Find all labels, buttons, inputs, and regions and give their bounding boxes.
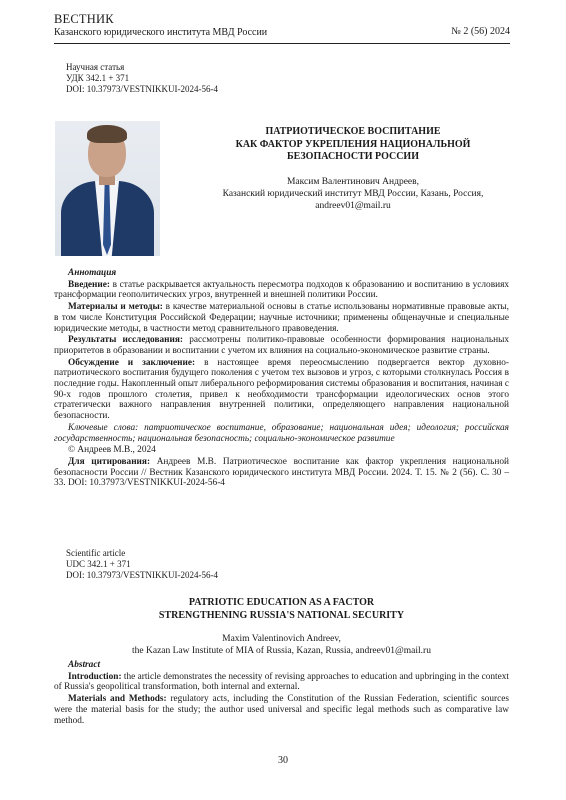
abstract-intro: Введение: в статье раскрывается актуальность пересмотра подходов к образованию и воспитанию в условиях трансформации геополитических угроз, внутренней и внешней политики России.	[54, 279, 509, 301]
page-number: 30	[278, 755, 288, 766]
article-type: Scientific article	[66, 548, 126, 558]
author-block-ru	[200, 176, 506, 212]
udc: УДК 342.1 + 371	[66, 73, 130, 83]
article-meta-en	[66, 548, 218, 581]
article-title-en	[54, 597, 509, 622]
journal-name: ВЕСТНИК	[54, 12, 114, 26]
abstract-methods: Материалы и методы: в качестве материальной основы в статье использованы нормативные правовые акты, в том числе Конституция Российской Федерации; научные источники; применены общенаучные и специальные юридические методы, в частности метод сравнительного правоведения.	[54, 302, 509, 334]
abstract-methods: Materials and Methods: regulatory acts, including the Constitution of the Russian Federation, scientific sources were the material basis for the study; the author used universal and specific legal methods such as comparative law method.	[54, 694, 509, 726]
title-line: БЕЗОПАСНОСТИ РОССИИ	[287, 151, 419, 162]
abstract-intro: Introduction: the article demonstrates the necessity of revising approaches to education and upbringing in the context of Russia's geopolitical transformation, both internal and external.	[54, 671, 509, 693]
author-email: andreev01@mail.ru	[315, 201, 391, 211]
title-line: STRENGTHENING RUSSIA'S NATIONAL SECURITY	[158, 609, 405, 621]
title-line: ПАТРИОТИЧЕСКОЕ ВОСПИТАНИЕ	[265, 126, 441, 137]
abstract-ru	[54, 268, 509, 490]
title-line: PATRIOTIC EDUCATION AS A FACTOR	[188, 597, 375, 608]
doi: DOI: 10.37973/VESTNIKKUI-2024-56-4	[66, 570, 218, 580]
author-affiliation: Казанский юридический институт МВД России, Казань, Россия,	[222, 189, 484, 199]
keywords: Ключевые слова: патриотическое воспитание, образование; национальная идея; идеология; российская государственность; национальная безопасность; социально-экономическое развитие	[54, 422, 509, 444]
header-divider	[54, 43, 510, 44]
author-affiliation: the Kazan Law Institute of MIA of Russia, Kazan, Russia, andreev01@mail.ru	[132, 646, 431, 656]
abstract-discussion: Обсуждение и заключение: в настоящее время переосмыслению подвергается вектор духовно-патриотического воспитания будущего поколения с учетом тех вызовов и угроз, с которыми столкнулась Россия в последние годы. Накопленный опыт либерального реформирования системы образования и воспитания, начиная с 90-х годов прошлого столетия, привел к необходимости трансформации идеологических основ этого стратегически важного направления внутренней политики, определяющего направления национальной безопасности.	[54, 357, 510, 422]
author-block-en	[54, 633, 509, 657]
journal-institute: Казанского юридического института МВД России	[54, 27, 268, 38]
article-meta-ru	[66, 62, 218, 95]
author-name: Максим Валентинович Андреев,	[286, 177, 420, 187]
title-line: КАК ФАКТОР УКРЕПЛЕНИЯ НАЦИОНАЛЬНОЙ	[235, 138, 471, 150]
author-name: Maxim Valentinovich Andreev,	[222, 634, 341, 644]
issue-number: № 2 (56) 2024	[451, 26, 510, 37]
doi: DOI: 10.37973/VESTNIKKUI-2024-56-4	[66, 84, 218, 94]
abstract-heading: Abstract	[68, 660, 101, 670]
udc: UDC 342.1 + 371	[66, 559, 131, 569]
author-photo	[55, 121, 160, 256]
citation: Для цитирования: Андреев М.В. Патриотическое воспитание как фактор укрепления национальной безопасности России // Вестник Казанского юридического института МВД России. 2024. Т. 15. № 2 (56). С. 30 – 33. DOI: 10.37973/VESTNIKKUI-2024-56-4	[54, 456, 509, 489]
abstract-en	[54, 660, 509, 727]
copyright: © Андреев М.В., 2024	[68, 445, 156, 456]
article-type: Научная статья	[66, 62, 125, 72]
journal-header	[54, 12, 510, 39]
abstract-heading: Аннотация	[68, 268, 117, 278]
abstract-results: Результаты исследования: рассмотрены политико-правовые особенности формирования национальных приоритетов в образовании и воспитании с учетом их влияния на социально-экономическое развитие страны.	[54, 335, 509, 356]
article-title-ru	[200, 126, 506, 164]
